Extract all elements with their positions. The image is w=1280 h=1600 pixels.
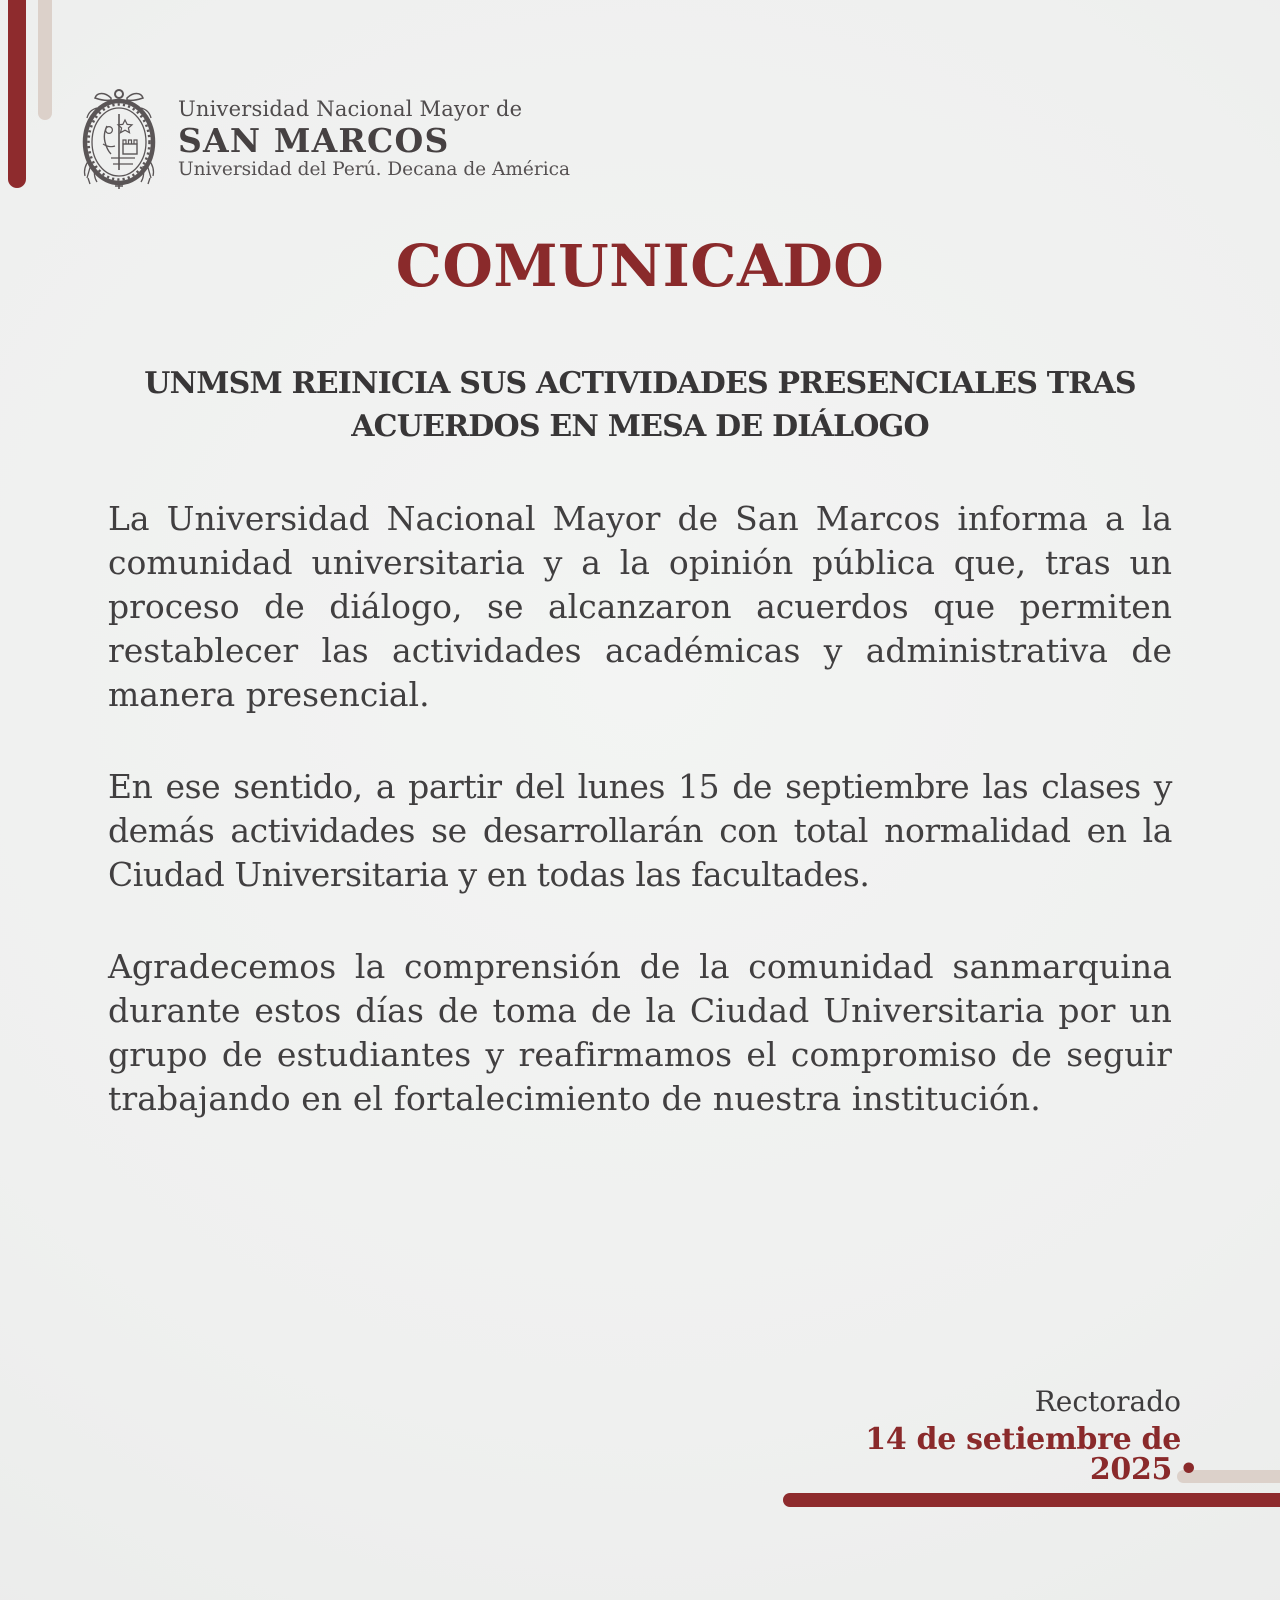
page-title: COMUNICADO (395, 232, 885, 300)
body-paragraph-3: Agradecemos la comprensión de la comunidad sanmarquina durante estos días de toma de la Ciudad Universitaria por un grupo de estudiantes y reafirmamos el compromiso de seguir trabajando en el fortalecimiento de nuestra institución. (108, 947, 1172, 1118)
communique-heading (0, 363, 1280, 448)
signature-date-line (764, 1422, 1198, 1487)
date-dot: • (1179, 1452, 1198, 1487)
university-name: SAN MARCOS (178, 121, 450, 160)
university-brand-block (178, 99, 570, 180)
university-seal-icon (73, 86, 165, 192)
bottom-right-red-bar (783, 1493, 1280, 1507)
signature-date: 14 de setiembre de 2025 (865, 1422, 1181, 1487)
top-left-beige-bar (38, 0, 52, 120)
signature-block (764, 1385, 1198, 1487)
communique-heading-line1: UNMSM REINICIA SUS ACTIVIDADES PRESENCIALES TRAS (144, 366, 1136, 401)
top-left-red-bar (8, 0, 26, 188)
university-name-prefix: Universidad Nacional Mayor de (178, 97, 523, 121)
university-tagline: Universidad del Perú. Decana de América (178, 159, 571, 180)
body-paragraph-1: La Universidad Nacional Mayor de San Marcos informa a la comunidad universitaria y a la opinión pública que, tras un proceso de diálogo, se alcanzaron acuerdos que permiten restablecer las actividades académicas y administrativa de manera presencial. (108, 499, 1172, 714)
signature-office: Rectorado (1034, 1385, 1181, 1418)
communique-body (108, 497, 1172, 1169)
communique-heading-line2: ACUERDOS EN MESA DE DIÁLOGO (351, 408, 929, 444)
body-paragraph-2: En ese sentido, a partir del lunes 15 de septiembre las clases y demás actividades se desarrollarán con total normalidad en la Ciudad Universitaria y en todas las facultades. (108, 767, 1172, 894)
